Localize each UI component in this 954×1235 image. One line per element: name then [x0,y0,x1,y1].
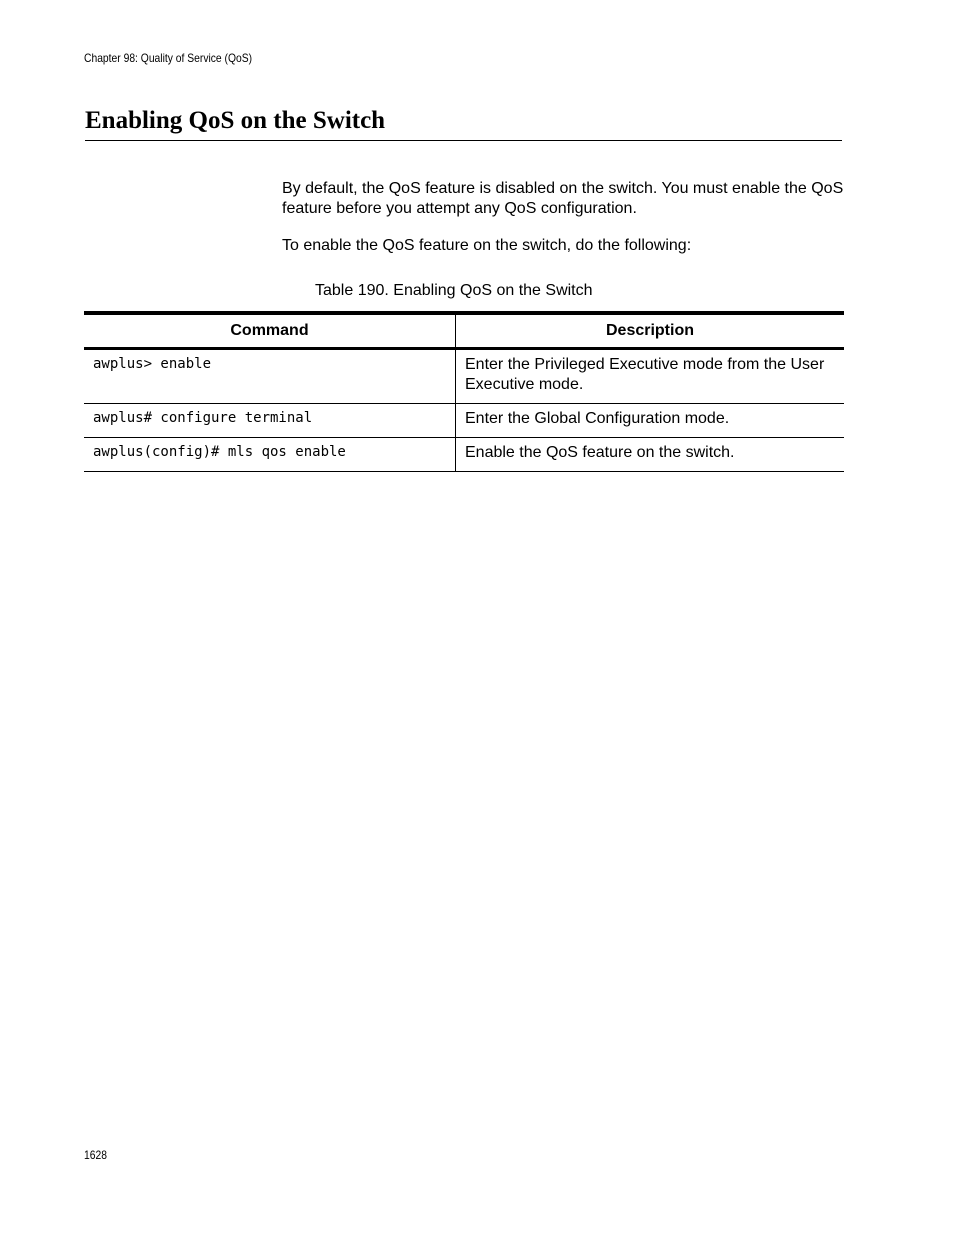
command-table [84,311,844,472]
command-cell: awplus(config)# mls qos enable [84,438,456,472]
command-cell: awplus# configure terminal [84,404,456,438]
column-header-description: Description [605,322,694,339]
section-title: Enabling QoS on the Switch [85,107,386,134]
instruction-paragraph: To enable the QoS feature on the switch, do the following: [282,237,692,254]
page-number: 1628 [84,1148,107,1162]
column-header-command: Command [84,313,456,349]
command-cell: awplus> enable [84,349,456,404]
title-rule [85,140,842,141]
table-row [84,404,844,438]
table-header [84,313,844,349]
intro-paragraph: By default, the QoS feature is disabled on the switch. You must enable the QoS feature before you attempt any QoS configuration. [282,180,844,217]
table-caption: Table 190. Enabling QoS on the Switch [315,282,593,299]
description-cell: Enter the Privileged Executive mode from the User Executive mode. [465,356,825,393]
description-cell: Enter the Global Configuration mode. [465,410,730,427]
table-header-row [84,313,844,349]
table-row [84,438,844,472]
running-header: Chapter 98: Quality of Service (QoS) [84,51,253,65]
table-row [84,349,844,404]
table-body [84,349,844,472]
description-cell: Enable the QoS feature on the switch. [465,444,735,461]
